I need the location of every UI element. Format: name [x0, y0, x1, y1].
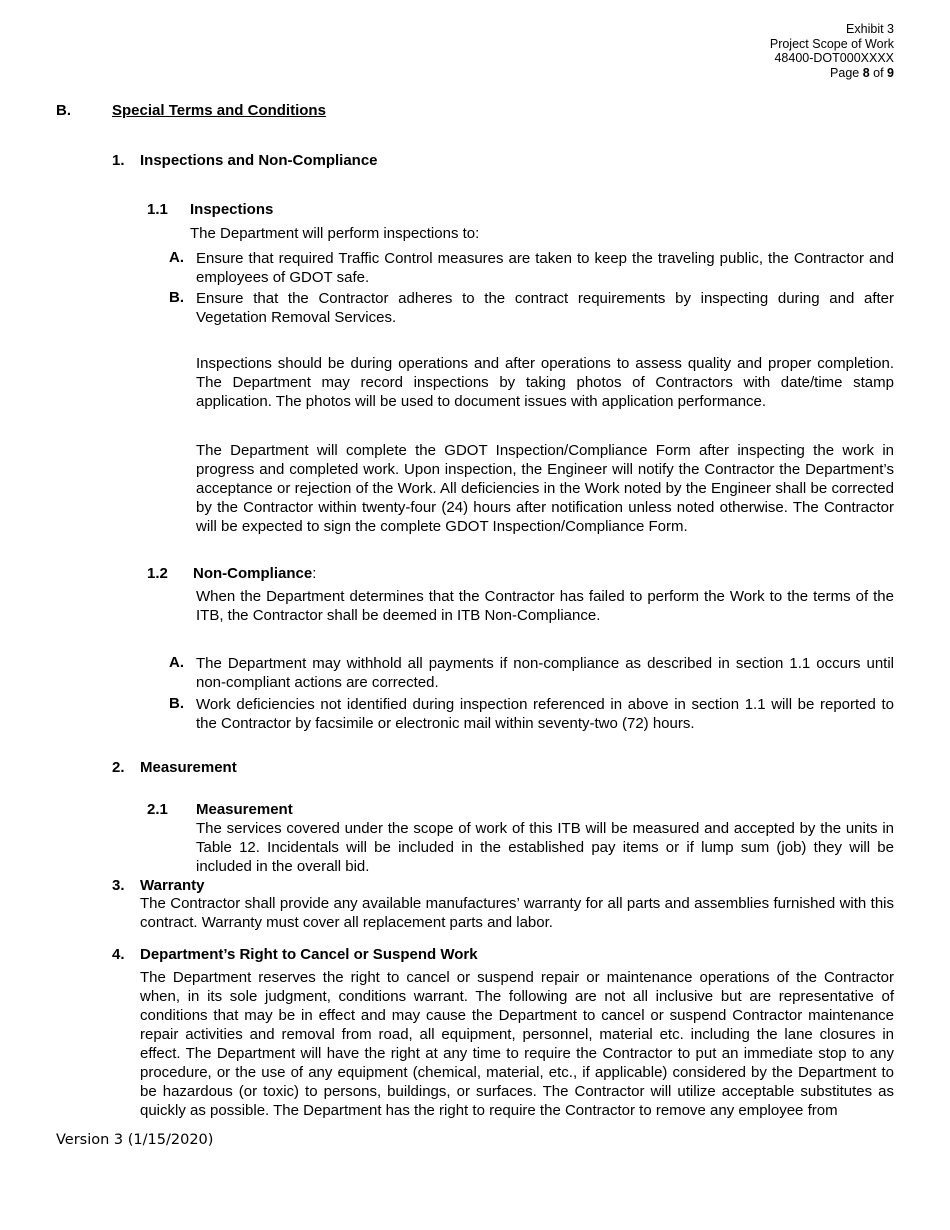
heading-1-1-title: Inspections: [190, 201, 274, 218]
inspection-item-b: Ensure that the Contractor adheres to the contract requirements by inspecting during and after Vegetation Removal Services.: [196, 290, 894, 326]
non-compliance-item-b: Work deficiencies not identified during inspection referenced in above in section 1.1 will be reported to the Contractor by facsimile or electronic mail within seventy-two (72) hours.: [196, 696, 894, 732]
inspections-paragraph-2: The Department will complete the GDOT Inspection/Compliance Form after inspecting the work in progress and completed work. Upon inspection, the Engineer will notify the Contractor the Department’s acceptance or rejection of the Work. All deficiencies in the Work noted by the Engineer shall be corrected by the Contractor within twenty-four (24) hours after notification unless noted otherwise. The Contractor will be expected to sign the complete GDOT Inspection/Compliance Form.: [196, 442, 894, 535]
document-title: Project Scope of Work: [769, 36, 894, 51]
exhibit-label: Exhibit 3: [846, 22, 894, 36]
heading-1-2-number: 1.2: [147, 565, 168, 582]
heading-4-number: 4.: [112, 946, 125, 963]
measurement-paragraph: The services covered under the scope of work of this ITB will be measured and accepted by the units in Table 12. Incidentals will be included in the established pay items or if lump sum (job) they will be included in the overall bid.: [196, 820, 894, 875]
section-letter: B.: [56, 102, 71, 119]
heading-1-title: Inspections and Non-Compliance: [140, 152, 378, 169]
page-current: 8: [862, 65, 870, 80]
heading-1-2: [193, 565, 316, 582]
heading-2-1-title: Measurement: [196, 801, 293, 818]
heading-1-2-colon: :: [312, 565, 317, 582]
list-label-a: A.: [169, 654, 184, 671]
heading-4-title: Department’s Right to Cancel or Suspend Work: [140, 946, 478, 963]
page-header: [770, 22, 894, 80]
list-label-b: B.: [169, 289, 184, 306]
non-compliance-intro: When the Department determines that the Contractor has failed to perform the Work to the terms of the ITB, the Contractor shall be deemed in ITB Non-Compliance.: [196, 588, 894, 624]
list-label-a: A.: [169, 249, 184, 266]
heading-1-2-title: Non-Compliance: [193, 565, 313, 582]
non-compliance-item-a: The Department may withhold all payments if non-compliance as described in section 1.1 occurs until non-compliant actions are corrected.: [196, 655, 894, 691]
heading-1-number: 1.: [112, 152, 125, 169]
section-title: Special Terms and Conditions: [112, 102, 326, 119]
inspections-paragraph-1: Inspections should be during operations and after operations to assess quality and proper completion. The Department may record inspections by taking photos of Contractors with date/time stamp application. The photos will be used to document issues with application performance.: [196, 355, 894, 410]
heading-2-1-number: 2.1: [147, 801, 168, 818]
inspection-item-a: Ensure that required Traffic Control measures are taken to keep the traveling public, the Contractor and employees of GDOT safe.: [196, 250, 894, 286]
heading-3-title: Warranty: [140, 877, 205, 894]
heading-2-number: 2.: [112, 759, 125, 776]
page-prefix: Page: [830, 65, 863, 80]
contract-number: 48400-DOT000XXXX: [774, 51, 894, 65]
heading-2-title: Measurement: [140, 759, 237, 776]
cancel-suspend-paragraph: The Department reserves the right to cancel or suspend repair or maintenance operations of the Contractor when, in its sole judgment, conditions warrant. The following are not all inclusive but are representative of conditions that may be in effect and may cause the Department to cancel or suspend Contractor maintenance repair activities and removal from road, all equipment, personnel, material etc. including the lane closures in effect. The Department will have the right at any time to require the Contractor to put an immediate stop to any procedure, or the use of any equipment (chemical, material, etc., if applicable) considered by the Department to be hazardous (or toxic) to persons, buildings, or surfaces. The Contractor will utilize acceptable substitutes as quickly as possible. The Department has the right to require the Contractor to remove any employee from: [140, 969, 894, 1119]
warranty-paragraph: The Contractor shall provide any available manufactures’ warranty for all parts and assemblies furnished with this contract. Warranty must cover all replacement parts and labor.: [140, 895, 894, 931]
page-total: 9: [887, 65, 894, 80]
list-label-b: B.: [169, 695, 184, 712]
inspections-intro: The Department will perform inspections to:: [190, 225, 480, 242]
page-of: of: [869, 65, 888, 80]
heading-1-1-number: 1.1: [147, 201, 168, 218]
version-footer: Version 3 (1/15/2020): [56, 1132, 214, 1148]
page-number: [770, 66, 894, 81]
heading-3-number: 3.: [112, 877, 125, 894]
